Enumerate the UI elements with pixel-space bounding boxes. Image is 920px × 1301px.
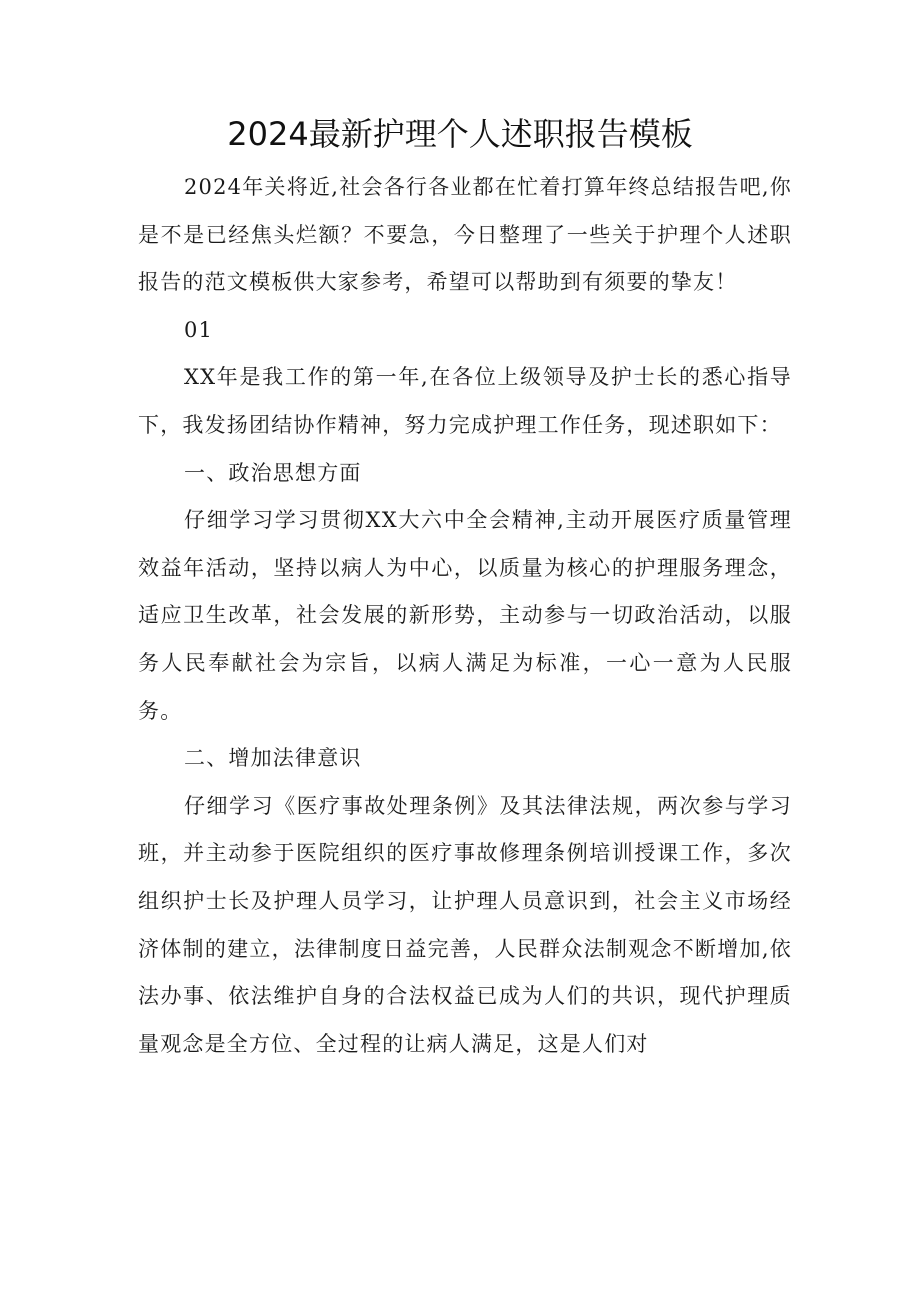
section-number: 01 (184, 317, 214, 342)
document-title: 2024最新护理个人述职报告模板 (227, 115, 693, 153)
politics-paragraph: 仔细学习学习贯彻XX大六中全会精神,主动开展医疗质量管理效益年活动，坚持以病人为中心，以质量为核心的护理服务理念，适应卫生改革，社会发展的新形势，主动参与一切政治活动，以服务人民奉献社会为宗旨，以病人满足为标准，一心一意为人民服务。 (138, 508, 792, 723)
intro-paragraph: 2024年关将近,社会各行各业都在忙着打算年终总结报告吧,你是不是已经焦头烂额？不要急，今日整理了一些关于护理个人述职报告的范文模板供大家参考，希望可以帮助到有须要的挚友！ (138, 175, 792, 295)
section-heading-law: 二、增加法律意识 (184, 746, 362, 771)
law-paragraph: 仔细学习《医疗事故处理条例》及其法律法规，两次参与学习班，并主动参于医院组织的医疗事故修理条例培训授课工作，多次组织护士长及护理人员学习，让护理人员意识到，社会主义市场经济体制的建立，法律制度日益完善，人民群众法制观念不断增加,依法办事、依法维护自身的合法权益已成为人们的共识，现代护理质量观念是全方位、全过程的让病人满足，这是人们对 (138, 793, 792, 1056)
section-heading-politics: 一、政治思想方面 (184, 460, 362, 485)
document-body (138, 164, 792, 1068)
opening-paragraph: XX年是我工作的第一年,在各位上级领导及护士长的悉心指导下，我发扬团结协作精神，努力完成护理工作任务，现述职如下： (138, 365, 792, 437)
